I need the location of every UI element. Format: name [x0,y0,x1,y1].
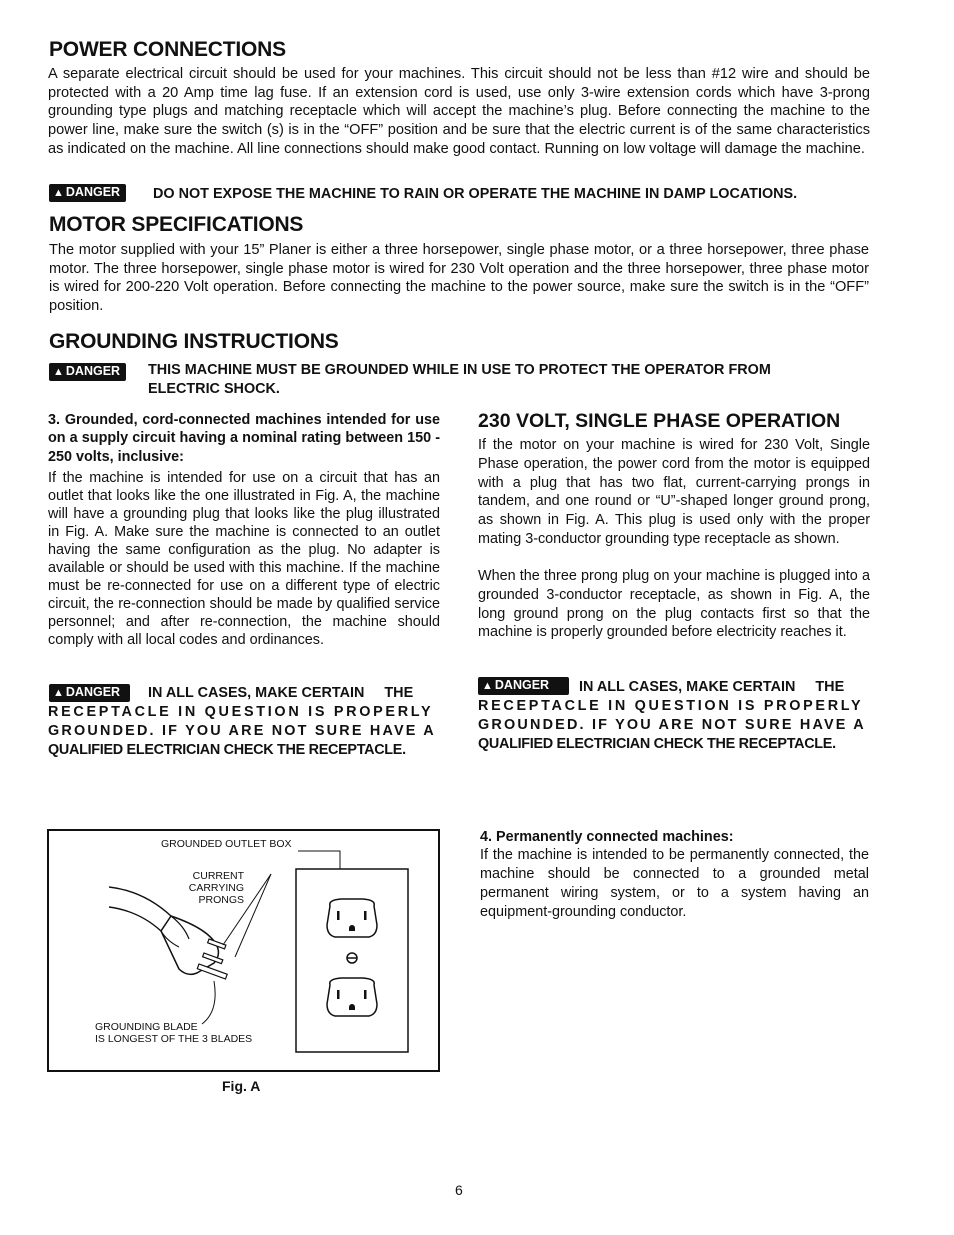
danger-badge-single-phase [478,676,569,695]
item3-warn-line3: GROUNDED. IF YOU ARE NOT SURE HAVE A [48,723,436,739]
danger-badge-grounding [49,362,126,381]
danger-badge-label: DANGER [65,185,121,199]
motor-specs-body: The motor supplied with your 15” Planer is either a three horsepower, single phase motor, or a three horsepower, three phase motor. The three horsepower, single phase motor is wired for 230 Volt operation and the three horsepower, three phase motor is wired for 200-220 Volt operation. Before connecting the machine to the power source, make sure the switch is in the “OFF” position. [49,242,869,315]
single-phase-warn-line2: RECEPTACLE IN QUESTION IS PROPERLY [478,698,864,714]
label-prongs-1: CURRENT [192,870,244,882]
item3-warn-line1: IN ALL CASES, MAKE CERTAIN THE [148,685,414,701]
danger-text-rain: DO NOT EXPOSE THE MACHINE TO RAIN OR OPERATE THE MACHINE IN DAMP LOCATIONS. [153,186,798,202]
single-phase-warn-line4: QUALIFIED ELECTRICIAN CHECK THE RECEPTACLE. [478,736,836,752]
upper-receptacle [327,899,377,937]
warning-triangle-icon: ▲ [482,680,493,692]
item3-heading: 3. Grounded, cord-connected machines intended for use on a supply circuit having a nominal rating between 150 - 250 volts, inclusive: [48,412,440,465]
label-grounding-blade-1: GROUNDING BLADE [95,1021,198,1033]
item3-body: If the machine is intended for use on a circuit that has an outlet that looks like the one illustrated in Fig. A, the machine will have a grounding plug that looks like the plug illustrated in Fig. A. Make sure the machine is connected to an outlet having the same configuration as the plug. No adapter is available or should be used with this machine. If the machine must be re-connected for use on a different type of electric circuit, the re-connection should be made by qualified service personnel; and after re-connection, the machine should comply with all local codes and ordinances. [48,470,440,649]
item3-warn-line2: RECEPTACLE IN QUESTION IS PROPERLY [48,704,434,720]
single-phase-warn-line3: GROUNDED. IF YOU ARE NOT SURE HAVE A [478,717,866,733]
power-connections-heading: POWER CONNECTIONS [49,38,286,61]
danger-badge-label: DANGER [65,685,121,699]
figure-caption: Fig. A [222,1078,261,1094]
single-phase-body-1: If the motor on your machine is wired for 230 Volt, Single Phase operation, the power cord from the motor is equipped with a plug that has two flat, current-carrying prongs in tandem, and one round or “U”-shaped longer ground prong, as shown in Fig. A. This plug is used only with the proper mating 3-conductor grounding type receptacle as shown. [478,437,870,547]
power-connections-body: A separate electrical circuit should be used for your machines. This circuit should not be less than #12 wire and should be protected with a 20 Amp time lag fuse. If an extension cord is used, use only 3-wire extension cords which have 3-prong grounding type plugs and matching receptacle which will accept the machine’s plug. Before connecting the machine to the power line, make sure the switch (s) is in the “OFF” position and be sure that the electric current is of the same characteristics as indicated on the machine. All line connections should make good contact. Running on low voltage will damage the machine. [48,66,870,157]
label-grounding-blade-2: IS LONGEST OF THE 3 BLADES [95,1033,253,1045]
danger-badge-power [49,183,126,202]
warning-triangle-icon: ▲ [53,366,64,378]
motor-specs-heading: MOTOR SPECIFICATIONS [49,213,304,236]
danger-text-grounding-1: THIS MACHINE MUST BE GROUNDED WHILE IN USE TO PROTECT THE OPERATOR FROM [148,362,771,378]
label-grounded-outlet-box: GROUNDED OUTLET BOX [161,838,292,850]
item3-warn-line4: QUALIFIED ELECTRICIAN CHECK THE RECEPTACLE. [48,742,406,758]
item4-body: If the machine is intended to be permanently connected, the machine should be connected to a grounded metal permanent wiring system, or to a system having an equipment-grounding conductor. [480,847,869,920]
lower-receptacle [327,978,377,1016]
item4-heading: 4. Permanently connected machines: [480,829,734,845]
danger-badge-item3 [49,683,130,702]
page-number: 6 [455,1182,463,1198]
danger-text-grounding-2: ELECTRIC SHOCK. [148,381,280,397]
danger-badge-label: DANGER [494,678,550,692]
grounding-heading: GROUNDING INSTRUCTIONS [49,330,339,353]
single-phase-heading: 230 VOLT, SINGLE PHASE OPERATION [478,410,841,432]
single-phase-body-2: When the three prong plug on your machine is plugged into a grounded 3-conductor receptacle, as shown in Fig. A, the long ground prong on the plug contacts first so that the machine is properly grounded before electricity reaches it. [478,568,870,641]
warning-triangle-icon: ▲ [53,687,64,699]
warning-triangle-icon: ▲ [53,187,64,199]
figure-a [47,829,440,1072]
label-prongs-2: CARRYING [188,882,244,894]
danger-badge-label: DANGER [65,364,121,378]
single-phase-warn-line1: IN ALL CASES, MAKE CERTAIN THE [579,679,845,695]
outlet-box-leader [298,851,340,869]
blade-leader [202,981,215,1024]
plate-screw [347,953,357,963]
label-prongs-3: PRONGS [198,894,244,906]
